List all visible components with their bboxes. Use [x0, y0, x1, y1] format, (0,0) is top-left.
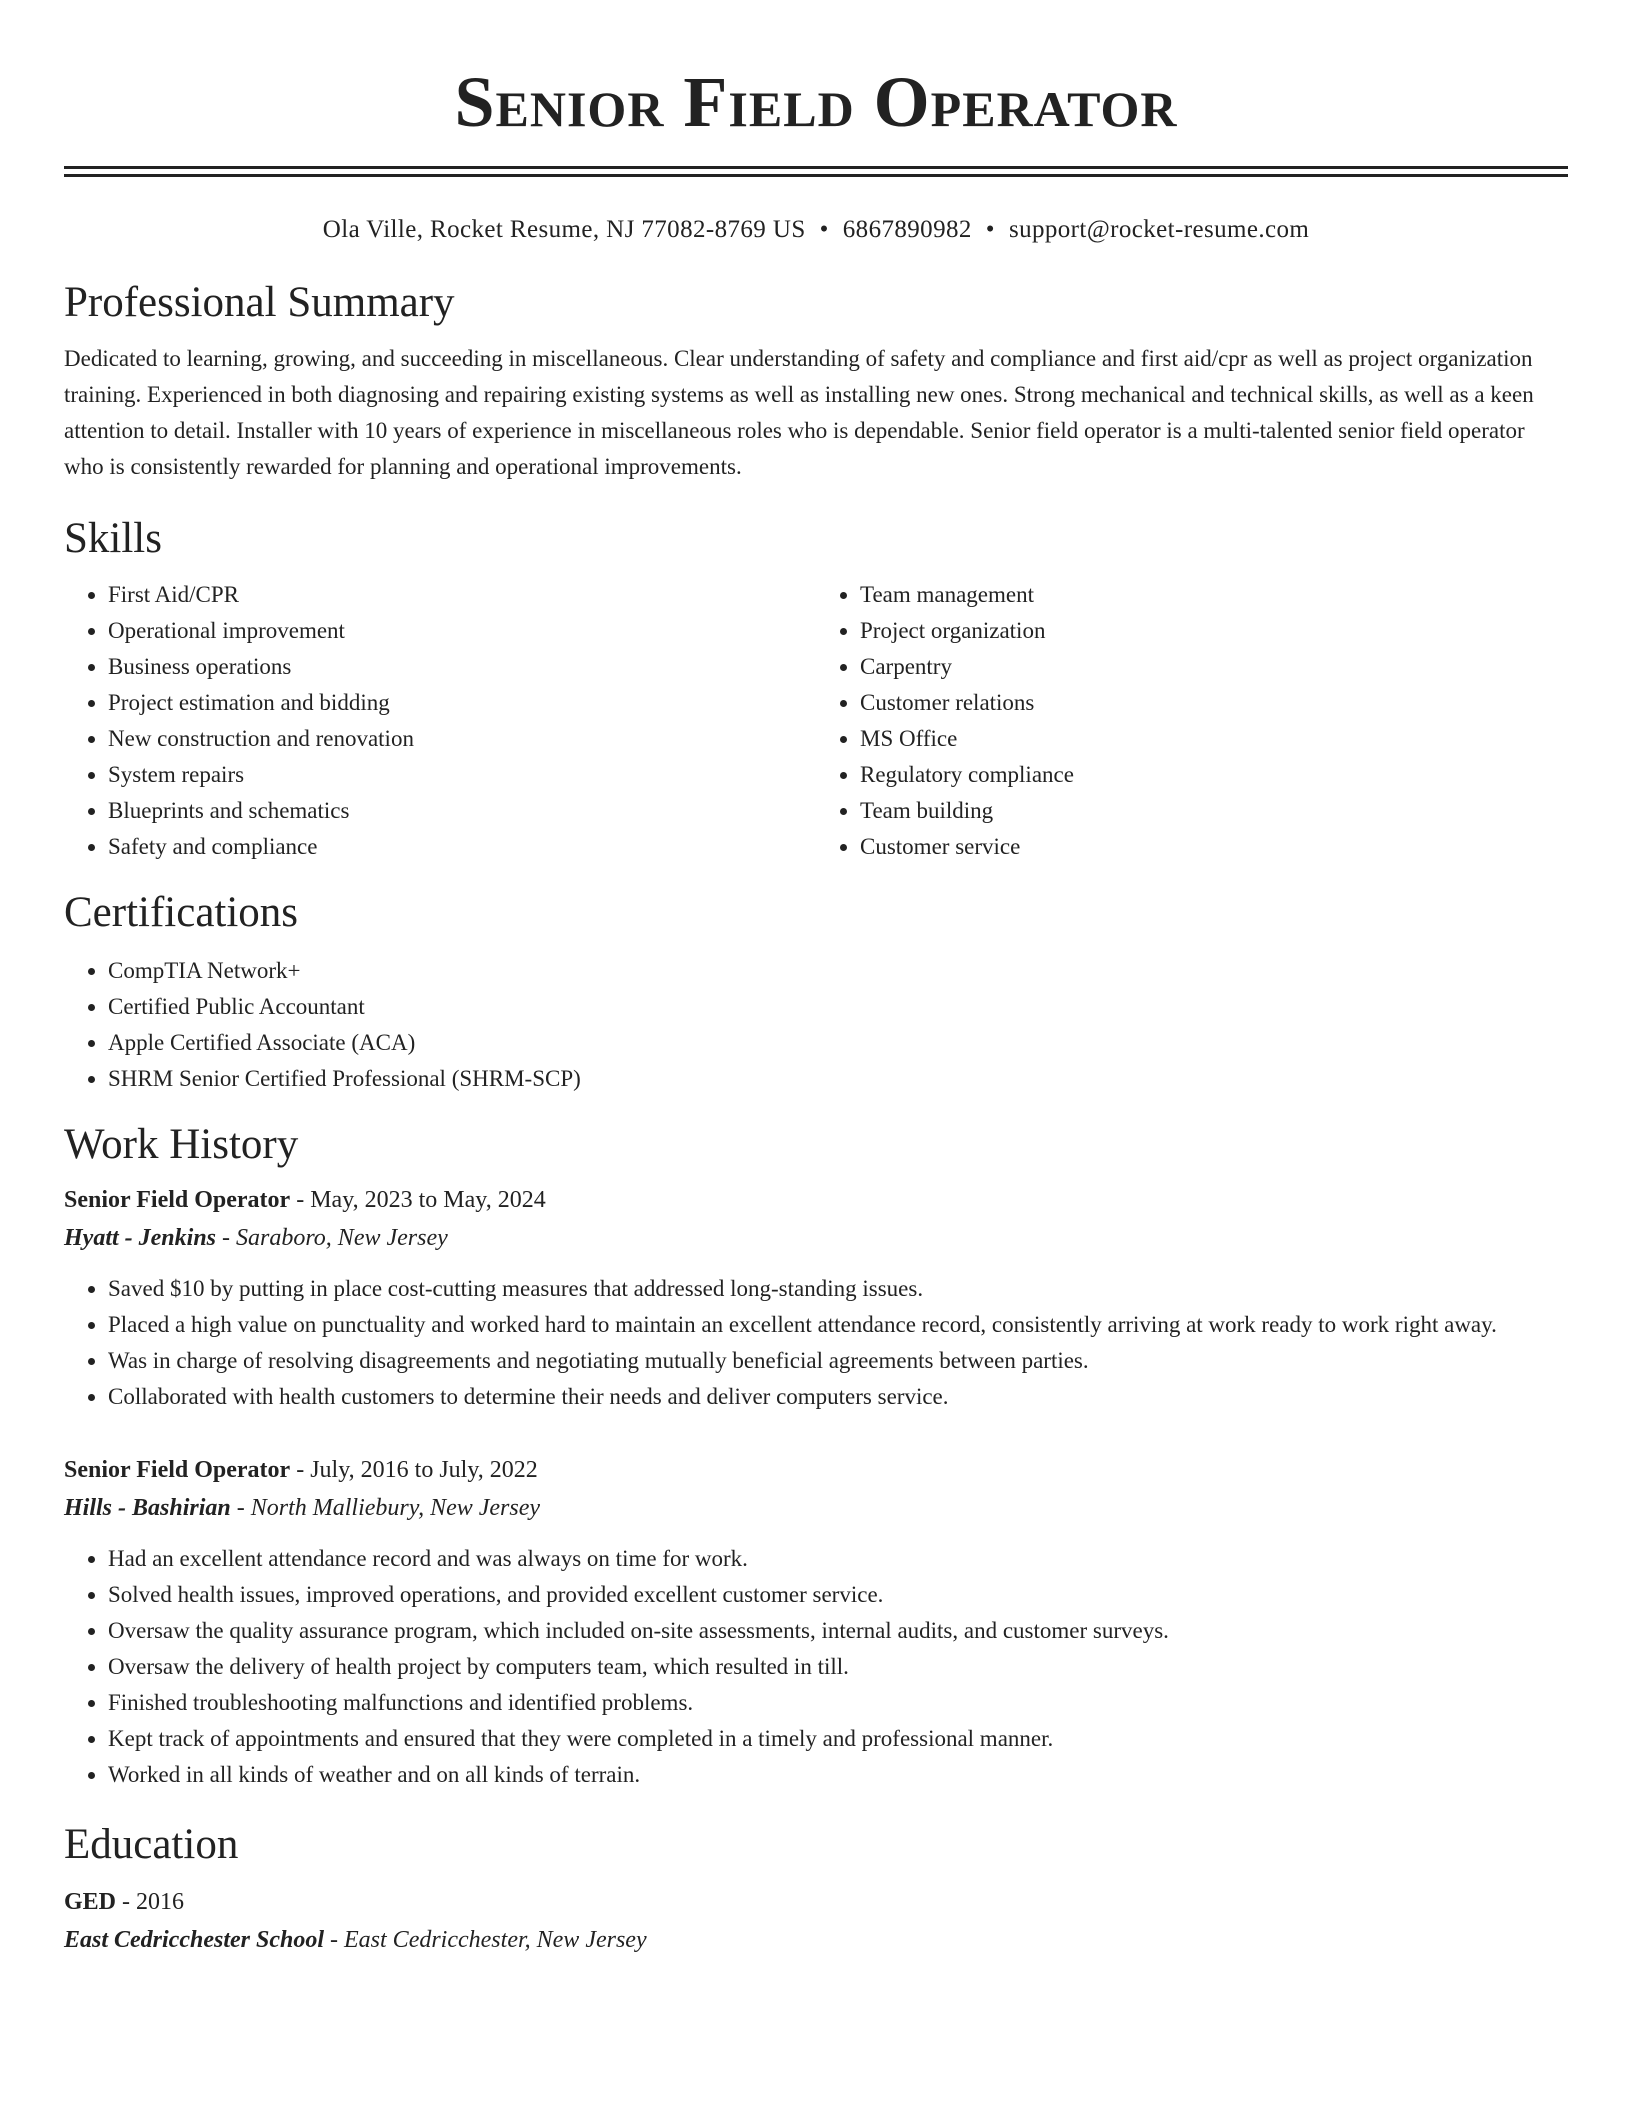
job-entry: [64, 1451, 1568, 1793]
contact-phone: 6867890982: [842, 216, 972, 243]
job-duty: • Finished troubleshooting malfunctions and identified problems.: [108, 1685, 1568, 1721]
skill-item: • First Aid/CPR: [108, 577, 816, 613]
education-degree-line: GED - 2016: [64, 1889, 185, 1915]
skill-item: • Team building: [860, 793, 1568, 829]
skill-item: • Team management: [860, 577, 1568, 613]
skill-item: • MS Office: [860, 721, 1568, 757]
job-duty: • Saved $10 by putting in place cost-cutting measures that addressed long-standing issues.: [108, 1271, 1568, 1307]
education-degree: GED: [64, 1889, 117, 1915]
job-location: Saraboro, New Jersey: [236, 1225, 448, 1251]
certifications-heading: Certifications: [64, 889, 299, 936]
certification-item: • SHRM Senior Certified Professional (SHRM-SCP): [108, 1061, 1568, 1097]
job-title-line: Senior Field Operator - May, 2023 to May, 2024: [64, 1187, 546, 1213]
education-school-line: East Cedricchester School - East Cedricchester, New Jersey: [64, 1927, 647, 1953]
job-location: North Malliebury, New Jersey: [250, 1495, 541, 1521]
education-entry: [64, 1883, 1568, 1959]
skill-item: • Regulatory compliance: [860, 757, 1568, 793]
job-role: Senior Field Operator: [64, 1187, 291, 1213]
job-company-line: Hyatt - Jenkins - Saraboro, New Jersey: [64, 1225, 448, 1251]
candidate-name: Senior Field Operator: [454, 62, 1178, 142]
job-duty: • Placed a high value on punctuality and worked hard to maintain an excellent attendance record, consistently arriving at work ready to work right away.: [108, 1307, 1568, 1343]
skill-item: • Customer service: [860, 829, 1568, 865]
contact-separator: •: [819, 216, 829, 243]
work-history-heading: Work History: [64, 1121, 299, 1168]
skill-item: • System repairs: [108, 757, 816, 793]
job-role: Senior Field Operator: [64, 1457, 291, 1483]
job-duty: • Collaborated with health customers to determine their needs and deliver computers service.: [108, 1379, 1568, 1415]
skill-item: • Project organization: [860, 613, 1568, 649]
skill-item: • Carpentry: [860, 649, 1568, 685]
contact-address: Ola Ville, Rocket Resume, NJ 77082-8769 US: [322, 216, 806, 243]
skill-item: • Operational improvement: [108, 613, 816, 649]
job-dates: May, 2023 to May, 2024: [310, 1187, 546, 1213]
skills-heading: Skills: [64, 515, 162, 562]
job-company-line: Hills - Bashirian - North Malliebury, New Jersey: [64, 1495, 541, 1521]
job-duties-list: [64, 1271, 1568, 1415]
education-heading: Education: [64, 1821, 239, 1868]
job-duty: • Oversaw the delivery of health project by computers team, which resulted in till.: [108, 1649, 1568, 1685]
job-duty: • Was in charge of resolving disagreements and negotiating mutually beneficial agreements between parties.: [108, 1343, 1568, 1379]
job-company: Hyatt - Jenkins: [64, 1225, 217, 1251]
summary-heading: Professional Summary: [64, 279, 455, 326]
contact-email: support@rocket-resume.com: [1008, 216, 1310, 243]
certification-item: • Certified Public Accountant: [108, 989, 1568, 1025]
skills-columns: [64, 577, 1568, 865]
skills-list-left: [64, 577, 816, 865]
contact-line: [64, 213, 1568, 247]
job-entry: [64, 1181, 1568, 1415]
skill-item: • New construction and renovation: [108, 721, 816, 757]
skill-item: • Blueprints and schematics: [108, 793, 816, 829]
job-duty: • Worked in all kinds of weather and on all kinds of terrain.: [108, 1757, 1568, 1793]
job-duty: • Kept track of appointments and ensured that they were completed in a timely and professional manner.: [108, 1721, 1568, 1757]
job-company: Hills - Bashirian: [64, 1495, 231, 1521]
education-location: East Cedricchester, New Jersey: [344, 1927, 647, 1953]
job-duty: • Solved health issues, improved operations, and provided excellent customer service.: [108, 1577, 1568, 1613]
job-title-line: Senior Field Operator - July, 2016 to July, 2022: [64, 1457, 538, 1483]
job-duties-list: [64, 1541, 1568, 1793]
skill-item: • Safety and compliance: [108, 829, 816, 865]
header-divider: [64, 166, 1568, 177]
certification-item: • Apple Certified Associate (ACA): [108, 1025, 1568, 1061]
education-year: 2016: [136, 1889, 185, 1915]
education-school: East Cedricchester School: [64, 1927, 325, 1953]
job-dates: July, 2016 to July, 2022: [310, 1457, 538, 1483]
summary-text: Dedicated to learning, growing, and succeeding in miscellaneous. Clear understanding of safety and compliance and first aid/cpr as well as project organization training. Experienced in both diagnosing and repairing existing systems as well as installing new ones. Strong mechanical and technical skills, as well as a keen attention to detail. Installer with 10 years of experience in miscellaneous roles who is dependable. Senior field operator is a multi-talented senior field operator who is consistently rewarded for planning and operational improvements.: [64, 346, 1534, 479]
skill-item: • Customer relations: [860, 685, 1568, 721]
job-duty: • Had an excellent attendance record and was always on time for work.: [108, 1541, 1568, 1577]
contact-separator: •: [985, 216, 995, 243]
certification-item: • CompTIA Network+: [108, 953, 1568, 989]
certifications-list: [64, 953, 1568, 1097]
skill-item: • Business operations: [108, 649, 816, 685]
job-duty: • Oversaw the quality assurance program, which included on-site assessments, internal audits, and customer surveys.: [108, 1613, 1568, 1649]
skill-item: • Project estimation and bidding: [108, 685, 816, 721]
skills-list-right: [816, 577, 1568, 865]
